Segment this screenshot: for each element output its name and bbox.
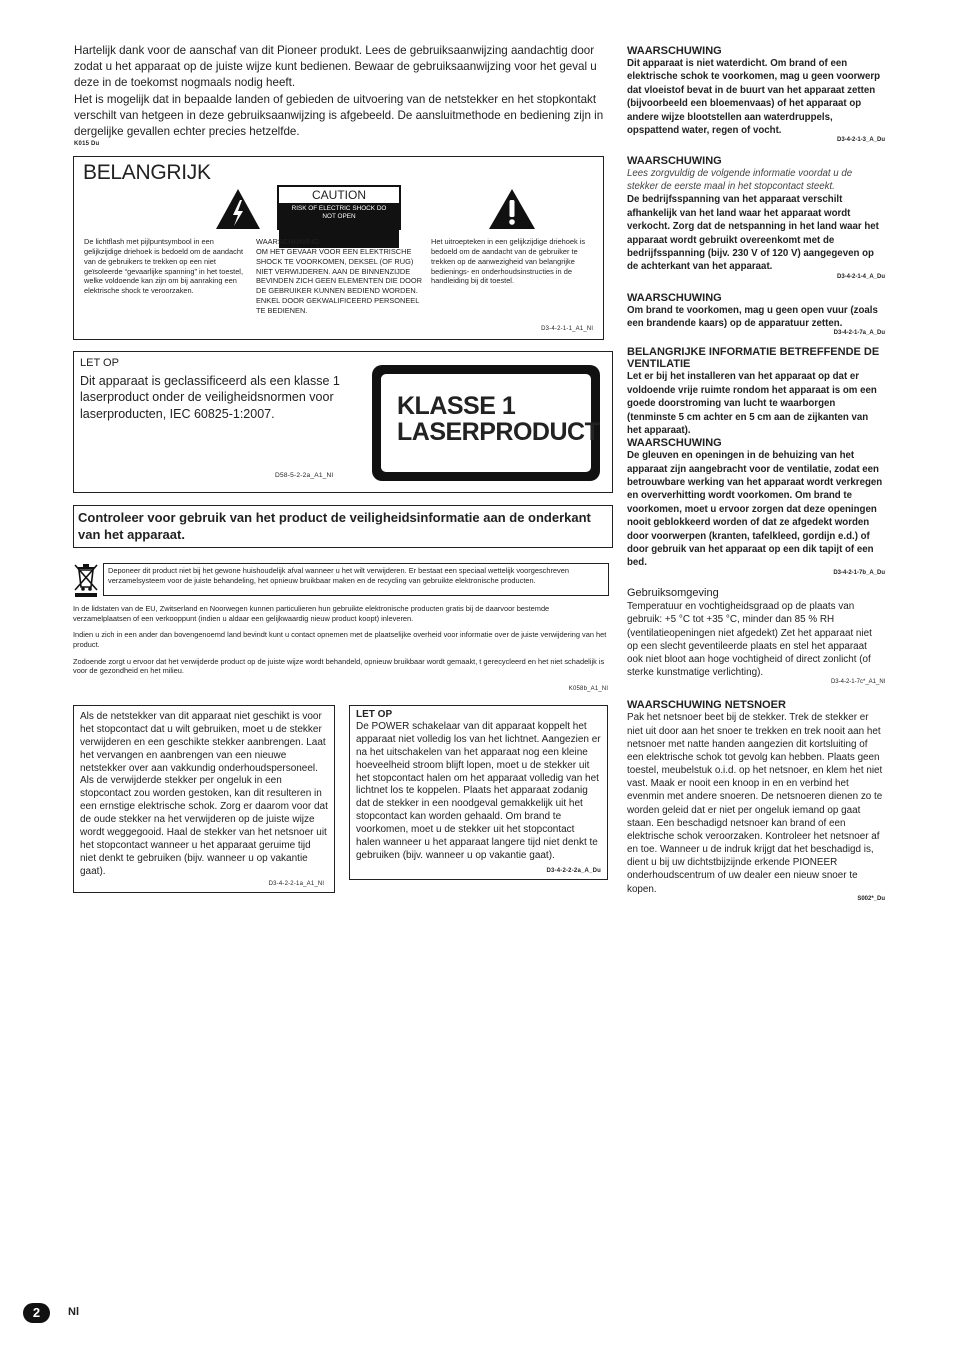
waarschuwing-vuur-text: Om brand te voorkomen, mag u geen open vuur (zoals een brandende kaars) op de apparatuur zetten.	[627, 304, 878, 330]
waarschuwing-spanning-text: De bedrijfsspanning van het apparaat verschilt afhankelijk van het land waar het apparaat wordt verkocht. Zorg dat de netspanning in het land waar het apparaat wordt gebruikt overeenkomt met de bedrijfsspanning (bijv. 230 V of 120 V) aangegeven op de achterkant van het apparaat.	[627, 194, 879, 273]
letop-power-box	[349, 705, 608, 880]
belangrijk-box	[73, 156, 604, 340]
netsnoer-code: S002*_Du	[857, 895, 885, 902]
letop-power-heading: LET OP	[356, 709, 393, 720]
waarschuwing-openingen-text: De gleuven en openingen in de behuizing van het apparaat zijn aangebracht voor de ventilatie, zodat een betrouwbare werking van het apparaat wordt verkregen en oververhitting wordt voorkomen. Om brand te voorkomen, moet u ervoor zorgen dat deze openingen nooit geblokkeerd worden of dat ze afgedekt worden door voorwerpen (kranten, tafelkleed, gordijn e.d.) of door gebruik van het apparaat op een dik tapijt of een bed.	[627, 450, 883, 569]
laser-class-line-1: KLASSE 1	[397, 392, 516, 420]
gebruiksomgeving-heading: Gebruiksomgeving	[627, 586, 719, 599]
laser-class-line-2: LASERPRODUCT	[397, 417, 600, 446]
waarschuwing-vuur-heading: WAARSCHUWING	[627, 291, 722, 304]
weee-paragraph-3: Zodoende zorgt u ervoor dat het verwijderde product op de juiste wijze wordt behandeld, opnieuw bruikbaar wordt gemaakt, t gerecycleerd en het niet schadelijk is voor de gezondheid en het milieu.	[73, 656, 605, 676]
netsnoer-heading: WAARSCHUWING NETSNOER	[627, 699, 786, 712]
ventilatie-text: Let er bij het installeren van het apparaat op dat er voldoende vrije ruimte rondom het apparaat is om een goede doorstroming van lucht te waarborgen (tenminste 5 cm achter en 5 cm aan de zijkanten van het apparaat).	[627, 371, 877, 436]
intro-paragraph-2: Het is mogelijk dat in bepaalde landen of gebieden de uitvoering van de netstekker en het stopkontakt verschilt van hetgeen in deze gebruiksaanwijzing is afgebeeld. De aansluitmethode en bediening zijn in dergelijke gevallen echter precies hetzelfde.	[74, 92, 604, 139]
stekker-text: Als de netstekker van dit apparaat niet geschikt is voor het stopcontact dat u wilt gebruiken, moet u de stekker verwijderen en een geschikte stekker aanbrengen. Laat het vervangen en aanbrengen van een nieuwe netstekker over aan vakkundig onderhoudspersoneel. Als de verwijderde stekker per ongeluk in een stopcontact zou worden gestoken, kan dit resulteren in een ernstige elektrische schok. Zorg er daarom voor dat de oude stekker na het verwijderen op de juiste wijze wordt weggegooid. Haal de stekker van het netsnoer uit het stopcontact wanneer u het apparaat geruime tijd niet denkt te gebruiken (bijv. wanneer u op vakantie gaat).	[80, 711, 328, 877]
intro	[74, 43, 614, 149]
waarschuwing-openingen-heading: WAARSCHUWING	[627, 437, 722, 450]
exclamation-warning-icon	[488, 187, 536, 231]
language-code: Nl	[68, 1306, 79, 1318]
exclamation-explanation: Het uitroepteken in een gelijkzijdige driehoek is bedoeld om de aandacht van de gebruiker te trekken op de aanwezigheid van belangrijke bedienings- en onderhoudsinstructies in de handleiding bij dit toestel.	[431, 237, 586, 286]
gebruiksomgeving-code: D3-4-2-1-7c*_A1_Nl	[830, 679, 885, 686]
page-number: 2	[32, 1305, 41, 1320]
stekker-box	[73, 705, 335, 893]
intro-code: K015 Du	[74, 141, 100, 148]
letop-laser-code: D58-5-2-2a_A1_Nl	[275, 472, 334, 479]
waarschuwing-water-heading: WAARSCHUWING	[627, 45, 722, 57]
warning-column-text: OM HET GEVAAR VOOR EEN ELEKTRISCHE SHOCK TE VOORKOMEN, DEKSEL (OF RUG) NIET VERWIJDEREN. AAN DE BINNENZIJDE BEVINDEN ZICH GEEN ELEMENTEN DIE DOOR DE GEBRUIKER KUNNEN BEDIEND WORDEN. ENKEL DOOR GEKWALIFICEERD PERSONEEL TE BEDIENEN.	[256, 246, 422, 315]
intro-paragraph-1: Hartelijk dank voor de aanschaf van dit Pioneer produkt. Lees de gebruiksaanwijzing aandachtig door zodat u het apparaat op de juiste wijze kunt bedienen. Bewaar de gebruiksaanwijzing voor het geval u deze in de toekomst nogmaals nodig heeft.	[74, 44, 597, 90]
warning-column-heading: WAARSCHUWING:	[256, 237, 322, 246]
weee-box	[103, 563, 609, 596]
letop-laser-text: Dit apparaat is geclassificeerd als een klasse 1 laserproduct onder de veiligheidsnormen voor laserproducten, IEC 60825-1:2007.	[80, 374, 340, 421]
lightning-explanation: De lichtflash met pijlpuntsymbool in een gelijkzijdige driehoek is bedoeld om de aandacht van de gebruikers te trekken op een niet geïsoleerde “gevaarlijke spanning” in het toestel, welke voldoende kan zijn om bij aanraking een elektrische shock te veroorzaken.	[84, 237, 244, 296]
waarschuwing-spanning-code: D3-4-2-1-4_A_Du	[836, 273, 885, 280]
waarschuwing-water-code: D3-4-2-1-3_A_Du	[836, 137, 885, 144]
controleer-box	[73, 505, 613, 548]
waarschuwing-spanning-intro: Lees zorgvuldig de volgende informatie voordat u de stekker de eerste maal in het stopcontact steekt.	[627, 168, 853, 193]
waarschuwing-spanning-heading: WAARSCHUWING	[627, 155, 722, 168]
letop-laser-box	[73, 351, 613, 493]
laser-class-label-inner	[381, 374, 600, 472]
weee-code: K058b_A1_Nl	[568, 686, 608, 692]
caution-label	[277, 185, 401, 230]
weee-bin-icon	[73, 562, 99, 598]
laser-class-label	[372, 365, 600, 481]
waarschuwing-vuur-code: D3-4-2-1-7a_A_Du	[833, 330, 885, 337]
controleer-text: Controleer voor gebruik van het product de veiligheidsinformatie aan de onderkant van het apparaat.	[78, 510, 591, 542]
caution-title: CAUTION	[312, 188, 366, 202]
right-column	[627, 45, 885, 902]
letop-power-code: D3-4-2-2-2a_A_Du	[546, 868, 601, 874]
belangrijk-title: BELANGRIJK	[83, 161, 211, 184]
ventilatie-heading: BELANGRIJKE INFORMATIE BETREFFENDE DE VENTILATIE	[627, 346, 880, 371]
netsnoer-text: Pak het netsnoer beet bij de stekker. Trek de stekker er niet uit door aan het snoer te trekken en trek nooit aan het netsnoer met natte handen aangezien dit kortsluiting of een elektrische schok tot gevolg kan hebben. Plaats geen toestel, meubelstuk o.i.d. op het netsnoer, en klem het niet vast. Maak er nooit een knoop in en en verbind het evenmin met andere snoeren. De netsnoeren dienen zo te worden geleid dat er niet per ongeluk iemand op gaat staan. Een beschadigd netsnoer kan brand of een elektrische schok veroorzaken. Kontroleer het netsnoer af en toe. Wanneer u de indruk krijgt dat het beschadigd is, dient u bij uw dichtstbijzijnde erkende PIONEER onderhoudscentrum of uw dealer een nieuw snoer te kopen.	[627, 712, 883, 895]
stekker-code: D3-4-2-2-1a_A1_Nl	[268, 881, 324, 887]
letop-laser-heading: LET OP	[80, 357, 119, 369]
lightning-warning-icon	[215, 187, 261, 231]
weee-text	[73, 604, 609, 676]
waarschuwing-water-text: Dit apparaat is niet waterdicht. Om brand of een elektrische schok te voorkomen, mag u geen voorwerp dat vloeistof bevat in de buurt van het apparaat zetten (bijvoorbeeld een bloemenvaas) of het apparaat op andere wijze blootstellen aan waterdruppels, opspattend water, regen of vocht.	[627, 58, 881, 136]
belangrijk-code: D3-4-2-1-1_A1_Nl	[541, 326, 593, 332]
warning-column	[256, 237, 424, 316]
page-number-badge	[23, 1303, 50, 1323]
waarschuwing-openingen-code: D3-4-2-1-7b_A_Du	[833, 569, 885, 576]
weee-paragraph-2: Indien u zich in een ander dan bovengenoemd land bevindt kunt u contact opnemen met de plaatselijke overheid voor informatie over de juiste verwijdering van het product.	[73, 630, 607, 649]
letop-power-text: De POWER schakelaar van dit apparaat koppelt het apparaat niet volledig los van het lichtnet. Aangezien er na het uitschakelen van het apparaat nog een kleine hoeveelheid stroom blijft lopen, moet u de stekker uit het stopcontact halen om het apparaat volledig van het lichtnet los te koppelen. Plaats het apparaat zodanig dat de stekker in een noodgeval gemakkelijk uit het stopcontact kan worden gehaald. Om brand te voorkomen, moet u de stekker uit het stopcontact halen wanneer u het apparaat langere tijd niet denkt te gebruiken (bijv. wanneer u op vakantie gaat).	[356, 721, 601, 861]
gebruiksomgeving-text: Temperatuur en vochtigheidsgraad op de plaats van gebruik: +5 °C tot +35 °C, minder dan 85 % RH (ventilatieopeningen niet afgedekt) Zet het apparaat niet op een slecht geventileerde plaats en stel het apparaat ook niet bloot aan hoge vochtigheid of direct zonlicht (of sterke kunstmatige verlichting).	[627, 601, 872, 679]
caution-subtext: RISK OF ELECTRIC SHOCK DO NOT OPEN	[279, 203, 399, 248]
weee-box-text: Deponeer dit product niet bij het gewone huishoudelijk afval wanneer u het wilt verwijderen. Er bestaat een speciaal wettelijk voorgeschreven verzamelsysteem voor de juiste behandeling, het opnieuw bruikbaar maken en de recycling van gebruikte elektronische producten.	[108, 566, 569, 585]
weee-paragraph-1: In de lidstaten van de EU, Zwitserland en Noorwegen kunnen particulieren hun gebruikte elektronische producten gratis bij de daarvoor bestemde verzamelplaatsen of een verkooppunt (indien u aldaar een gelijkwaardig nieuw product koopt) inleveren.	[73, 604, 550, 623]
